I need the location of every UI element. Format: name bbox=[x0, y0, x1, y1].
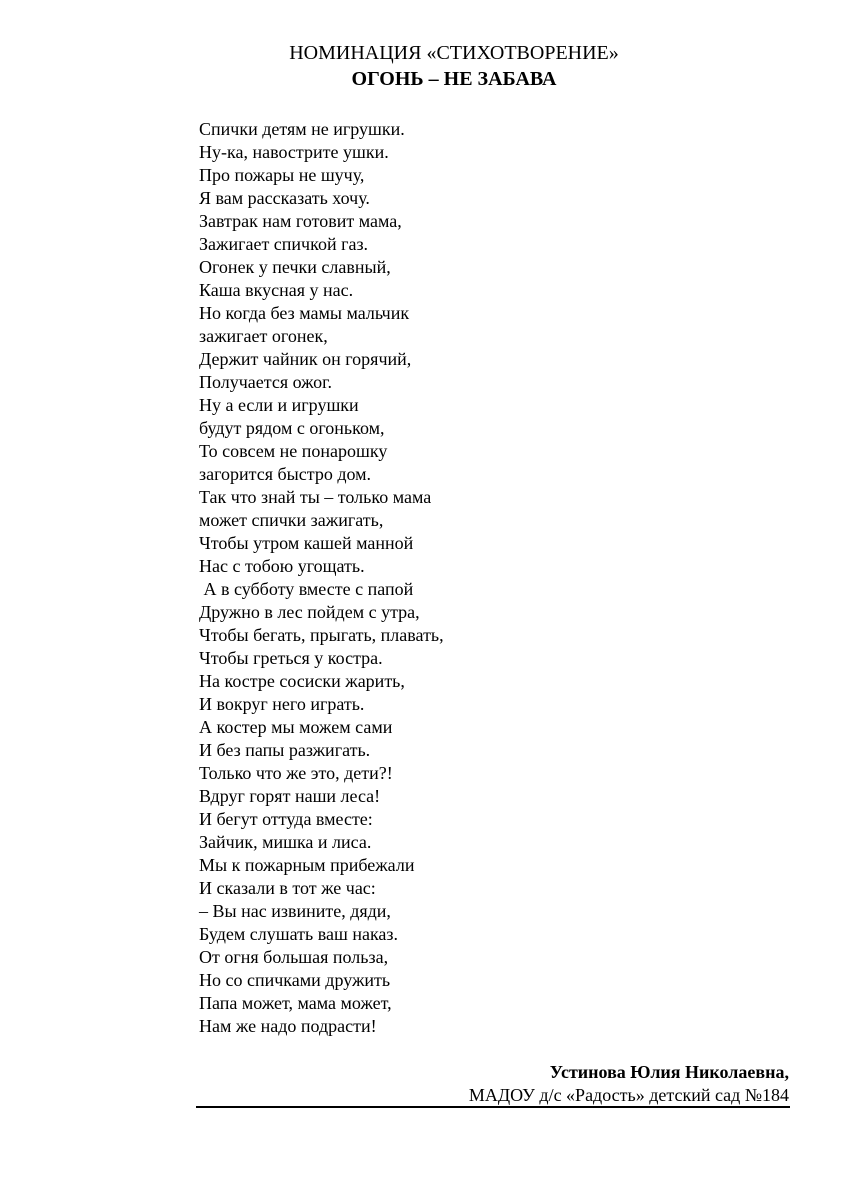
poem-line: То совсем не понарошку bbox=[199, 441, 388, 461]
poem-line: Спички детям не игрушки. bbox=[199, 119, 405, 139]
poem-line: Огонек у печки славный, bbox=[199, 257, 391, 277]
poem-line: От огня большая польза, bbox=[199, 947, 389, 967]
poem-line: может спички зажигать, bbox=[199, 510, 384, 530]
poem-line: И сказали в тот же час: bbox=[199, 878, 376, 898]
poem-line: Чтобы греться у костра. bbox=[199, 648, 383, 668]
poem-body bbox=[199, 118, 799, 1038]
poem-line: Нам же надо подрасти! bbox=[199, 1016, 377, 1036]
poem-line: Каша вкусная у нас. bbox=[199, 280, 354, 300]
signature-divider bbox=[196, 1106, 790, 1108]
poem-line: А костер мы можем сами bbox=[199, 717, 393, 737]
poem-line: будут рядом с огоньком, bbox=[199, 418, 385, 438]
poem-line: Чтобы бегать, прыгать, плавать, bbox=[199, 625, 444, 645]
poem-line: Чтобы утром кашей манной bbox=[199, 533, 414, 553]
poem-line: Папа может, мама может, bbox=[199, 993, 392, 1013]
poem-line: Про пожары не шучу, bbox=[199, 165, 365, 185]
author-block bbox=[469, 1061, 789, 1107]
poem-line: Будем слушать ваш наказ. bbox=[199, 924, 399, 944]
poem-line: Ну-ка, навострите ушки. bbox=[199, 142, 389, 162]
poem-line: Мы к пожарным прибежали bbox=[199, 855, 415, 875]
poem-line: А в субботу вместе с папой bbox=[199, 579, 414, 599]
author-name: Устинова Юлия Николаевна, bbox=[549, 1062, 789, 1082]
poem-line: Но когда без мамы мальчик bbox=[199, 303, 410, 323]
poem-line: Так что знай ты – только мама bbox=[199, 487, 432, 507]
poem-title: ОГОНЬ – НЕ ЗАБАВА bbox=[351, 68, 557, 90]
poem-line: Нас с тобою угощать. bbox=[199, 556, 365, 576]
poem-line: Зайчик, мишка и лиса. bbox=[199, 832, 372, 852]
poem-line: Получается ожог. bbox=[199, 372, 333, 392]
poem-line: Только что же это, дети?! bbox=[199, 763, 393, 783]
poem-line: Я вам рассказать хочу. bbox=[199, 188, 370, 208]
poem-line: Вдруг горят наши леса! bbox=[199, 786, 381, 806]
poem-line: Дружно в лес пойдем с утра, bbox=[199, 602, 420, 622]
document-header bbox=[0, 40, 848, 92]
poem-line: И вокруг него играть. bbox=[199, 694, 365, 714]
nomination-heading: НОМИНАЦИЯ «СТИХОТВОРЕНИЕ» bbox=[289, 42, 619, 64]
poem-line: Зажигает спичкой газ. bbox=[199, 234, 369, 254]
poem-line: Но со спичками дружить bbox=[199, 970, 391, 990]
poem-line: Ну а если и игрушки bbox=[199, 395, 359, 415]
author-organization: МАДОУ д/с «Радость» детский сад №184 bbox=[468, 1085, 789, 1105]
poem-line: И без папы разжигать. bbox=[199, 740, 371, 760]
poem-line: На костре сосиски жарить, bbox=[199, 671, 405, 691]
poem-line: загорится быстро дом. bbox=[199, 464, 372, 484]
poem-line: зажигает огонек, bbox=[199, 326, 328, 346]
poem-line: Держит чайник он горячий, bbox=[199, 349, 412, 369]
poem-line: – Вы нас извините, дяди, bbox=[199, 901, 391, 921]
poem-line: Завтрак нам готовит мама, bbox=[199, 211, 402, 231]
poem-line: И бегут оттуда вместе: bbox=[199, 809, 373, 829]
